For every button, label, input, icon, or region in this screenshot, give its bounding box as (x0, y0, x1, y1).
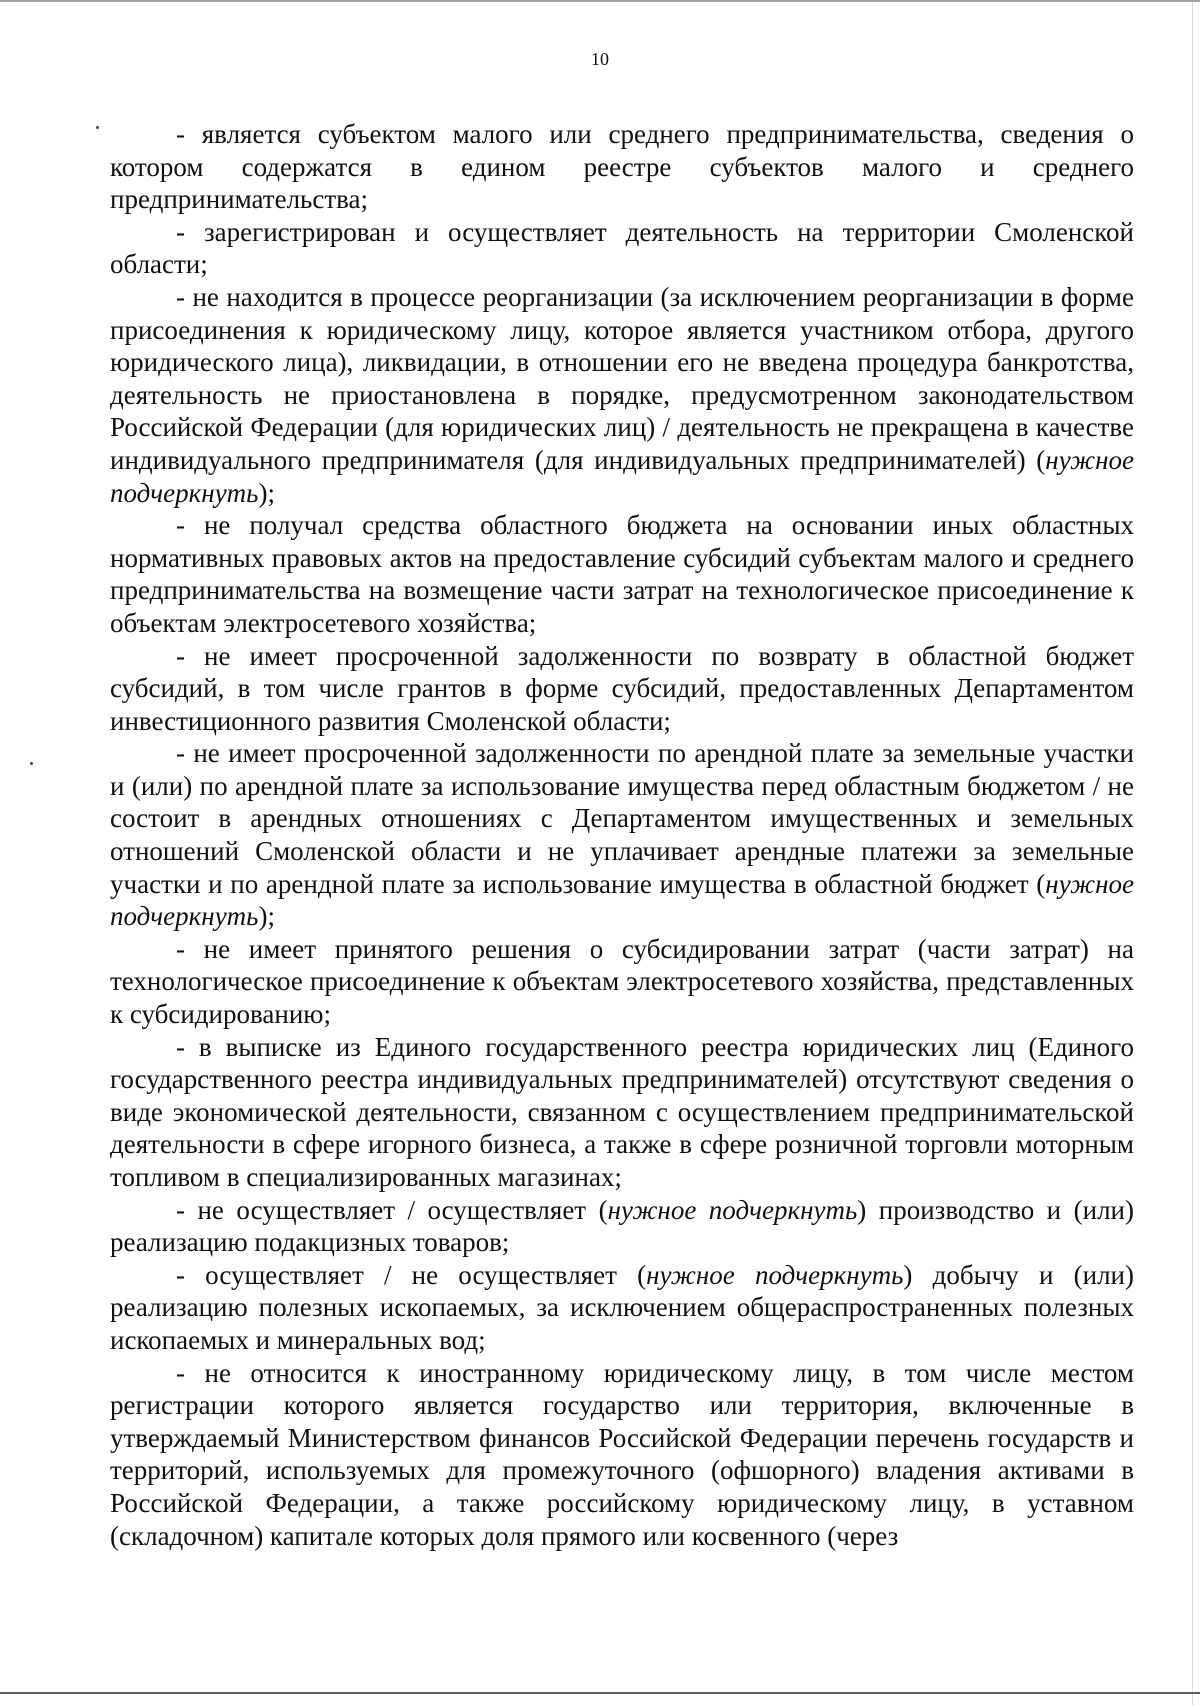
paragraph-emphasis: нужное подчеркнуть (646, 1259, 904, 1290)
paragraph-text-end: ) добычу и (или) реализацию полезных ископаемых, за исключением общераспространенных полезных ископаемых и минеральных вод; (110, 1259, 1134, 1355)
paragraph-emphasis: нужное подчеркнуть (607, 1194, 858, 1225)
paragraph-text: - не относится к иностранному юридическому лицу, в том числе местом регистрации которого является государство или территория, включенные в утверждаемый Министерством финансов Российской Федерации перечень государств и территорий, используемых для промежуточного (офшорного) владения активами в Российской Федерации, а также российскому юридическому лицу, в уставном (складочном) капитале которых доля прямого или косвенного (через (110, 1357, 1134, 1551)
paragraph-emphasis: нужное подчеркнуть (110, 868, 1134, 932)
paragraph-registration (110, 216, 1134, 281)
paragraph-subsidy-debt (110, 640, 1134, 738)
paragraph-prior-decision (110, 933, 1134, 1031)
paragraph-excise-goods (110, 1194, 1134, 1259)
paragraph-text: - является субъектом малого или среднего предпринимательства, сведения о котором содержатся в едином реестре субъектов малого и среднего предпринимательства; (110, 119, 1134, 215)
paragraph-text: - не осуществляет / осуществляет ( (176, 1194, 608, 1225)
paragraph-registry-extract (110, 1031, 1134, 1194)
paragraph-sme-status (110, 118, 1134, 216)
paragraph-mineral-extraction (110, 1259, 1134, 1357)
paragraph-text: - в выписке из Единого государственного реестра юридических лиц (Единого государственного реестра индивидуальных предпринимателей) отсутствуют сведения о виде экономической деятельности, связанном с осуществлением предпринимательской деятельности в сфере игорного бизнеса, а также в сфере розничной торговли моторным топливом в специализированных магазинах; (110, 1031, 1134, 1192)
scan-speck (96, 126, 99, 129)
scan-bottom-edge (0, 1692, 1200, 1698)
paragraph-text-end: ); (258, 901, 275, 932)
paragraph-rent-debt (110, 737, 1134, 933)
paragraph-emphasis: нужное подчеркнуть (110, 444, 1134, 508)
paragraph-text-end: ) производство и (или) реализацию подакцизных товаров; (110, 1194, 1134, 1258)
paragraph-text: - не получал средства областного бюджета на основании иных областных нормативных правовых актов на предоставление субсидий субъектам малого и среднего предпринимательства на возмещение части затрат на технологическое присоединение к объектам электросетевого хозяйства; (110, 510, 1134, 638)
paragraph-text: - не имеет просроченной задолженности по возврату в областной бюджет субсидий, в том числе грантов в форме субсидий, предоставленных Департаментом инвестиционного развития Смоленской области; (110, 640, 1134, 736)
scan-right-edge (1192, 0, 1193, 1705)
paragraph-reorganization (110, 281, 1134, 509)
paragraph-text: - осуществляет / не осуществляет ( (176, 1259, 647, 1290)
paragraph-foreign-entity (110, 1357, 1134, 1553)
scan-speck (30, 762, 33, 765)
page-number: 10 (591, 49, 609, 69)
paragraph-text: - не имеет просроченной задолженности по арендной плате за земельные участки и (или) по арендной плате за использование имущества перед областным бюджетом / не состоит в арендных отношениях с Департаментом имущественных и земельных отношений Смоленской области и не уплачивает арендные платежи за земельные участки и по арендной плате за использование имущества в областной бюджет ( (110, 738, 1134, 899)
paragraph-budget-funds (110, 509, 1134, 639)
paragraph-text-end: ); (258, 477, 275, 508)
document-body (110, 118, 1134, 1552)
paragraph-text: - зарегистрирован и осуществляет деятельность на территории Смоленской области; (110, 216, 1134, 280)
paragraph-text: - не находится в процессе реорганизации (за исключением реорганизации в форме присоединения к юридическому лицу, которое является участником отбора, другого юридического лица), ликвидации, в отношении его не введена процедура банкротства, деятельность не приостановлена в порядке, предусмотренном законодательством Российской Федерации (для юридических лиц) / деятельность не прекращена в качестве индивидуального предпринимателя (для индивидуальных предпринимателей) ( (110, 281, 1134, 475)
scan-top-edge (0, 0, 1200, 8)
paragraph-text: - не имеет принятого решения о субсидировании затрат (части затрат) на технологическое присоединение к объектам электросетевого хозяйства, представленных к субсидированию; (110, 933, 1134, 1030)
